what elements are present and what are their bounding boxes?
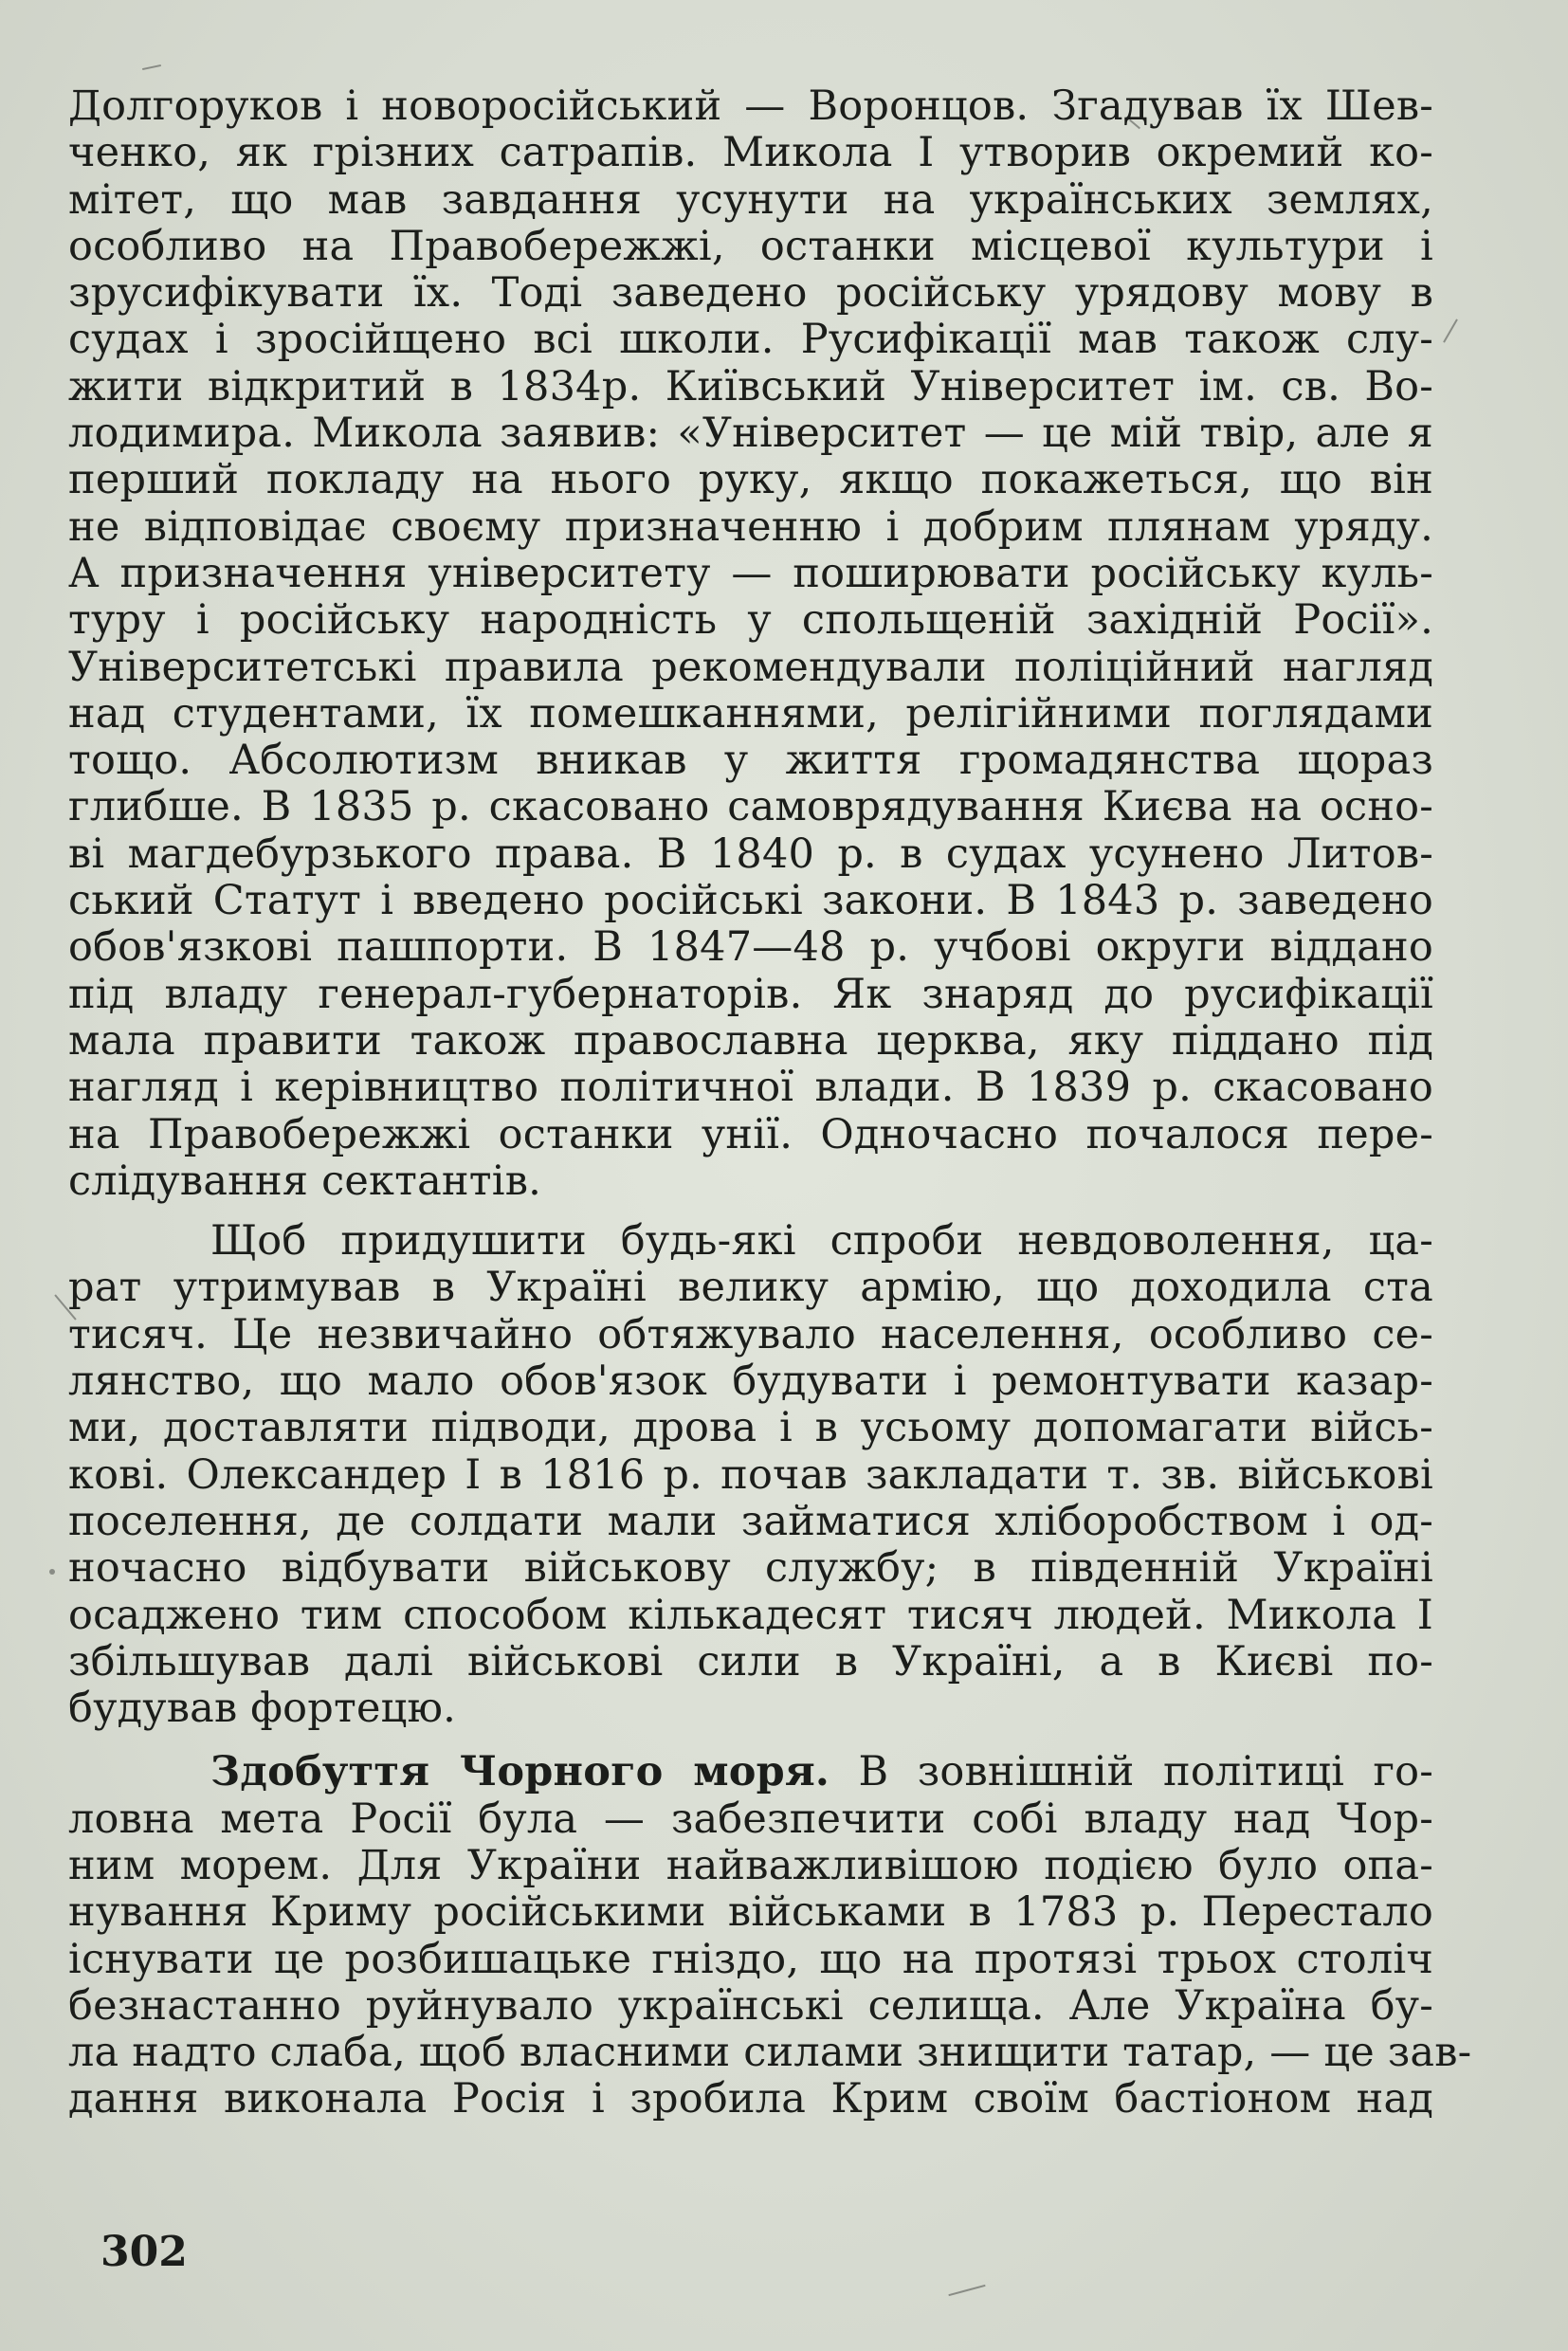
text-line: судах і зросійщено всі школи. Русифікації мав також слу- xyxy=(68,316,1433,364)
text-line: тисяч. Це незвичайно обтяжувало населення, особливо се- xyxy=(68,1310,1433,1358)
text-line: лодимира. Микола заявив: «Університет — це мій твір, але я xyxy=(68,410,1433,458)
text-line: будував фортецю. xyxy=(68,1685,456,1733)
text-line: поселення, де солдати мали займатися хліборобством і од- xyxy=(68,1497,1433,1545)
text-line: мала правити також православна церква, яку піддано під xyxy=(68,1016,1433,1065)
text-line: над студентами, їх помешканнями, релігійними поглядами xyxy=(68,689,1433,738)
text-line: глибше. В 1835 р. скасовано самоврядування Києва на осно- xyxy=(68,783,1433,831)
text-line: ченко, як грізних сатрапів. Микола І утворив окремий ко- xyxy=(68,129,1433,177)
text-line: існувати це розбишацьке гніздо, що на протязі трьох століч xyxy=(68,1935,1433,1983)
main-text xyxy=(68,82,1472,2123)
text-line: особливо на Правобережжі, останки місцевої культури і xyxy=(68,222,1433,270)
text-line: лянство, що мало обов'язок будувати і ремонтувати казар- xyxy=(68,1358,1433,1406)
text-line: обов'язкові пашпорти. В 1847—48 р. учбові округи віддано xyxy=(68,923,1433,972)
text-line: ночасно відбувати військову службу; в південній Україні xyxy=(68,1544,1433,1593)
text-line xyxy=(68,1749,1433,1795)
text-line: ві магдебурзького права. В 1840 р. в судах усунено Литов- xyxy=(68,829,1433,878)
text-line: під владу генерал-губернаторів. Як знаряд до русифікації xyxy=(68,970,1433,1018)
text-line: збільшував далі військові сили в Україні, а в Києві по- xyxy=(68,1637,1433,1686)
text-line: Долгоруков і новоросійський — Воронцов. Згадував їх Шев- xyxy=(68,82,1433,130)
text-line: тощо. Абсолютизм вникав у життя громадянства щораз xyxy=(68,737,1433,785)
paragraph-gap xyxy=(68,1732,1433,1749)
page-number: 302 xyxy=(100,2228,188,2276)
paragraph-3 xyxy=(68,1748,1472,2123)
paragraph-1 xyxy=(68,83,1433,1205)
text-line: осаджено тим способом кількадесят тисяч людей. Микола І xyxy=(68,1591,1433,1639)
text-line: туру і російську народність у спольщеній західній Росії». xyxy=(68,596,1433,645)
paragraph-gap xyxy=(68,1205,1433,1218)
scan-speck xyxy=(948,2285,985,2296)
text-line: на Правобережжі останки унії. Одночасно почалося пере- xyxy=(68,1110,1433,1158)
section-heading: Здобуття Чорного моря. xyxy=(210,1748,830,1796)
text-line: кові. Олександер І в 1816 р. почав закладати т. зв. військові xyxy=(68,1450,1433,1499)
scan-speck xyxy=(1443,319,1458,342)
text-line: А призначення університету — поширювати російську куль- xyxy=(68,549,1433,597)
text-line: Щоб придушити будь-які спроби невдоволення, ца- xyxy=(210,1217,1433,1266)
text-line: ловна мета Росії була — забезпечити собі владу над Чор- xyxy=(68,1795,1433,1843)
text-line: безнастанно руйнувало українські селища. Але Україна бу- xyxy=(68,1981,1433,2030)
text-line: зрусифікувати їх. Тоді заведено російську урядову мову в xyxy=(68,269,1433,318)
heading-line-rest: В зовнішній політиці го- xyxy=(858,1748,1433,1796)
scan-speck xyxy=(49,1569,55,1575)
text-line: нагляд і керівництво політичної влади. В 1839 р. скасовано xyxy=(68,1064,1433,1112)
text-line: перший покладу на нього руку, якщо покажеться, що він xyxy=(68,456,1433,504)
text-line: дання виконала Росія і зробила Крим своїм бастіоном над xyxy=(68,2075,1433,2123)
text-line: слідування сектантів. xyxy=(68,1157,541,1205)
paragraph-2 xyxy=(68,1218,1433,1732)
text-line: ми, доставляти підводи, дрова і в усьому допомагати війсь- xyxy=(68,1404,1433,1452)
text-line: рат утримував в Україні велику армію, що доходила ста xyxy=(68,1264,1433,1312)
text-line: ський Статут і введено російські закони. В 1843 р. заведено xyxy=(68,877,1433,925)
text-line: мітет, що мав завдання усунути на українських землях, xyxy=(68,175,1433,224)
text-line: жити відкритий в 1834р. Київський Університет ім. св. Во- xyxy=(68,362,1433,410)
scan-speck xyxy=(142,64,161,70)
text-line: ним морем. Для України найважливішою подією було опа- xyxy=(68,1841,1433,1889)
text-line: нування Криму російськими військами в 1783 р. Перестало xyxy=(68,1888,1433,1937)
text-line: ла надто слаба, щоб власними силами знищити татар, — це зав- xyxy=(68,2029,1472,2077)
text-line: Університетські правила рекомендували поліційний нагляд xyxy=(68,643,1433,691)
text-line: не відповідає своєму призначенню і добрим плянам уряду. xyxy=(68,502,1433,551)
